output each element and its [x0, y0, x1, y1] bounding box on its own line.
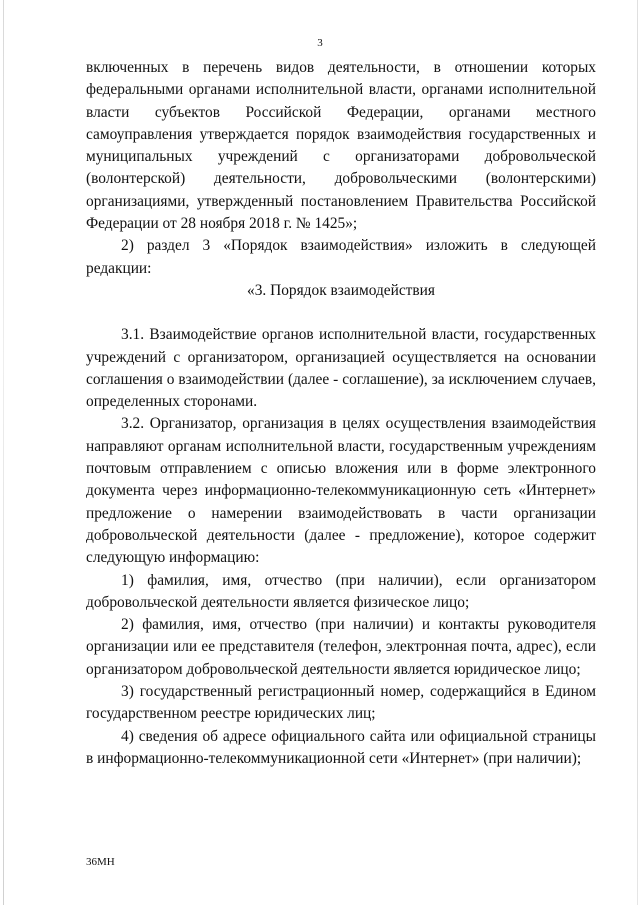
paragraph-item-2: 2) раздел 3 «Порядок взаимодействия» изложить в следующей редакции: — [86, 237, 596, 277]
paragraph-3-1: 3.1. Взаимодействие органов исполнительной власти, государственных учреждений с организатором, организацией осуществляется на основании соглашения о взаимодействии (далее - соглашение), за исключением случаев, определенных сторонами. — [86, 326, 596, 411]
scan-edge-right — [637, 0, 638, 905]
section-heading: «3. Порядок взаимодействия — [247, 281, 435, 299]
paragraph-3-2: 3.2. Организатор, организация в целях осуществления взаимодействия направляют органам исполнительной власти, государственным учреждениям почтовым отправлением с описью вложения или в форме электронного документа через информационно-телекоммуникационную сеть «Интернет» предложение о намерении взаимодействовать в части организации добровольческой деятельности (далее - предложение), которое содержит следующую информацию: — [86, 415, 596, 567]
page-number: 3 — [317, 37, 323, 49]
list-item-4: 4) сведения об адресе официального сайта или официальной страницы в информационно-телекоммуникационной сети «Интернет» (при наличии); — [86, 727, 596, 767]
list-item-2: 2) фамилия, имя, отчество (при наличии) и контакты руководителя организации или ее представителя (телефон, электронная почта, адрес), если организатором добровольческой деятельности является юридическое лицо; — [86, 616, 596, 678]
footer-code: 36МН — [86, 856, 115, 868]
paragraph-continuation: включенных в перечень видов деятельности, в отношении которых федеральными органами исполнительной власти, органами исполнительной власти субъектов Российской Федерации, органами местного самоуправления утверждается порядок взаимодействия государственных и муниципальных учреждений с организаторами добровольческой (волонтерской) деятельности, добровольческими (волонтерскими) организациями, утвержденный постановлением Правительства Российской Федерации от 28 ноября 2018 г. № 1425»; — [86, 59, 596, 233]
spacer — [86, 302, 596, 324]
list-item-1: 1) фамилия, имя, отчество (при наличии), если организатором добровольческой деятельности является физическое лицо; — [86, 571, 596, 611]
scan-edge-left — [3, 0, 4, 905]
list-item-3: 3) государственный регистрационный номер, содержащийся в Едином государственном реестре юридических лиц; — [86, 683, 596, 723]
document-body — [86, 57, 596, 770]
